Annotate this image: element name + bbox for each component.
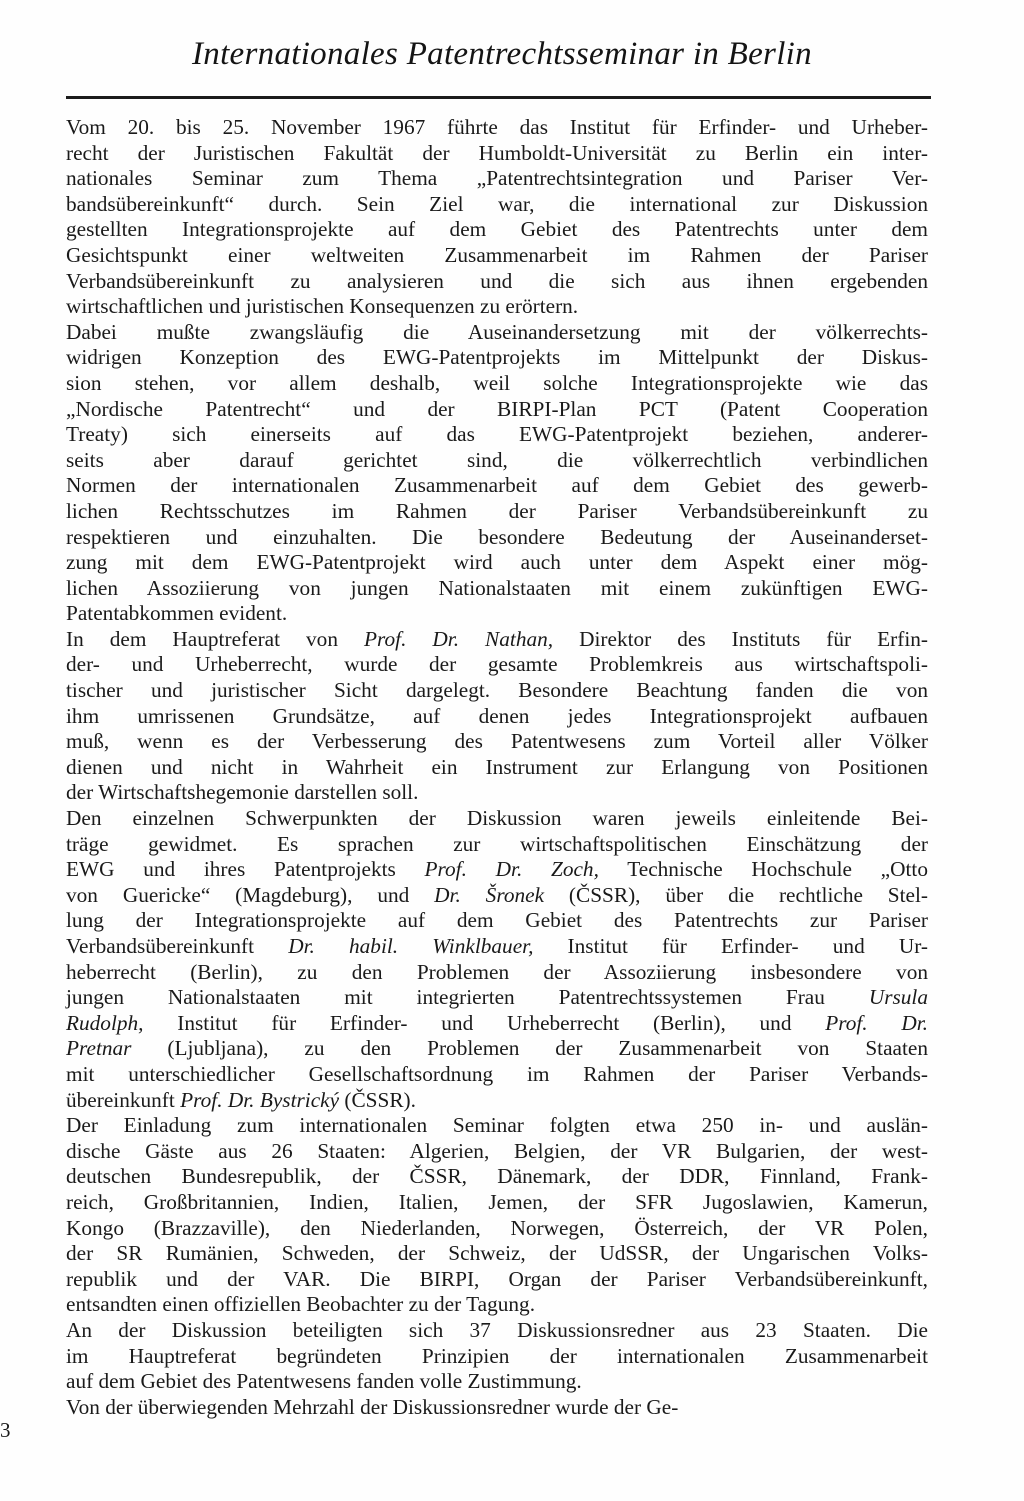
text-line: auf dem Gebiet des Patentwesens fanden volle Zustimmung. [66,1369,582,1394]
text-line: Verbandsübereinkunft zu analysieren und die sich aus ihnen ergebenden [66,268,928,293]
person-name: Dr. habil. Winklbauer, [288,934,534,958]
text-line: seits aber darauf gerichtet sind, die völkerrechtlich verbindlichen [66,447,928,472]
text-line: Gesichtspunkt einer weltweiten Zusammenarbeit im Rahmen der Pariser [66,242,928,267]
page-number: 3 [0,1418,11,1442]
text-line: der Wirtschaftshegemonie darstellen soll. [66,780,419,805]
text-line: republik und der VAR. Die BIRPI, Organ der Pariser Verbandsübereinkunft, [66,1266,928,1291]
title-rule [66,96,931,99]
text-line: bandsübereinkunft“ durch. Sein Ziel war, die international zur Diskussion [66,191,928,216]
text-line: lung der Integrationsprojekte auf dem Gebiet des Patentrechts zur Pariser [66,908,928,933]
person-name: Prof. Dr. Zoch, [424,857,599,882]
text-line: muß, wenn es der Verbesserung des Patentwesens zum Vorteil aller Völker [66,729,928,754]
text-line: Den einzelnen Schwerpunkten der Diskussion waren jeweils einleitende Bei- [66,806,928,831]
text-line: ihm umrissenen Grundsätze, auf denen jedes Integrationsprojekt aufbauen [66,703,928,728]
text-line: lichen Rechtsschutzes im Rahmen der Pariser Verbandsübereinkunft zu [66,498,928,523]
text-line: An der Diskussion beteiligten sich 37 Diskussionsredner aus 23 Staaten. Die [66,1317,928,1342]
paragraph [66,115,928,320]
person-name: Prof. Dr. Bystrický [180,1087,340,1112]
text-line: übereinkunft Prof. Dr. Bystrický (ČSSR). [66,1087,416,1112]
person-name: Ursula [868,985,928,1010]
person-name: Pretnar [66,1036,132,1061]
text-line: der SR Rumänien, Schweden, der Schweiz, der UdSSR, der Ungarischen Volks- [66,1241,928,1266]
text-line: Treaty) sich einerseits auf das EWG-Patentprojekt beziehen, anderer- [66,422,928,447]
text-line: der- und Urheberrecht, wurde der gesamte Problemkreis aus wirtschaftspoli- [66,652,928,677]
text-line: Dabei mußte zwangsläufig die Auseinandersetzung mit der völkerrechts- [66,319,928,344]
text-line: nationales Seminar zum Thema „Patentrechtsintegration und Pariser Ver- [66,166,928,191]
text-line: heberrecht (Berlin), zu den Problemen der Assoziierung insbesondere von [66,959,928,984]
text-line: tischer und juristischer Sicht dargelegt. Besondere Beachtung fanden die von [66,678,928,703]
text-line: im Hauptreferat begründeten Prinzipien der internationalen Zusammenarbeit [66,1343,928,1368]
text-line: deutschen Bundesrepublik, der ČSSR, Dänemark, der DDR, Finnland, Frank- [66,1164,928,1189]
person-name: Dr. Šronek [434,882,545,907]
text-line: zung mit dem EWG-Patentprojekt wird auch unter dem Aspekt einer mög- [66,550,928,575]
text-line: In dem Hauptreferat von Prof. Dr. Nathan, Direktor des Instituts für Erfin- [66,626,928,651]
paragraph [66,1113,928,1318]
text-line: von Guericke“ (Magdeburg), und Dr. Šronek (ČSSR), über die rechtliche Stel- [66,882,929,907]
text-line: dienen und nicht in Wahrheit ein Instrument zur Erlangung von Positionen [66,754,928,779]
text-line: „Nordische Patentrecht“ und der BIRPI-Plan PCT (Patent Cooperation [66,396,928,421]
text-line: respektieren und einzuhalten. Die besondere Bedeutung der Auseinanderset- [66,524,928,549]
text-line: lichen Assoziierung von jungen Nationalstaaten mit einem zukünftigen EWG- [66,575,928,600]
text-line: Verbandsübereinkunft Dr. habil. Winklbauer, Institut für Erfinder- und Ur- [66,934,929,958]
paragraph [66,320,928,627]
page-title: Internationales Patentrechtsseminar in Berlin [192,36,812,72]
text-line: reich, Großbritannien, Indien, Italien, Jemen, der SFR Jugoslawien, Kamerun, [66,1189,928,1214]
text-line: Der Einladung zum internationalen Seminar folgten etwa 250 in- und auslän- [66,1113,928,1138]
text-line: Kongo (Brazzaville), den Niederlanden, Norwegen, Österreich, der VR Polen, [66,1215,928,1240]
text-line: jungen Nationalstaaten mit integrierten Patentrechtssystemen Frau Ursula [66,985,928,1010]
text-line: Normen der internationalen Zusammenarbeit auf dem Gebiet des gewerb- [66,473,928,498]
paragraph [66,627,928,806]
text-line: entsandten einen offiziellen Beobachter zu der Tagung. [66,1292,536,1317]
text-line: Vom 20. bis 25. November 1967 führte das Institut für Erfinder- und Urheber- [66,115,928,139]
text-line: träge gewidmet. Es sprachen zur wirtschaftspolitischen Einschätzung der [66,831,928,856]
person-name: Prof. Dr. [825,1010,928,1035]
text-line: Rudolph, Institut für Erfinder- und Urheberrecht (Berlin), und Prof. Dr. [66,1010,928,1035]
text-line: wirtschaftlichen und juristischen Konsequenzen zu erörtern. [66,294,579,319]
text-line: Patentabkommen evident. [66,601,288,626]
person-name: Prof. Dr. Nathan, [364,626,554,651]
paragraph [66,1318,928,1395]
text-line: dische Gäste aus 26 Staaten: Algerien, Belgien, der VR Bulgarien, der west- [66,1138,928,1163]
text-line: EWG und ihres Patentprojekts Prof. Dr. Zoch, Technische Hochschule „Otto [66,857,928,882]
person-name: Rudolph, [66,1010,144,1035]
paragraph [66,1395,928,1421]
text-line: Von der überwiegenden Mehrzahl der Diskussionsredner wurde der Ge- [66,1394,679,1419]
text-line: gestellten Integrationsprojekte auf dem Gebiet des Patentrechts unter dem [66,217,928,242]
article-body [66,115,928,1420]
text-line: Pretnar (Ljubljana), zu den Problemen der Zusammenarbeit von Staaten [66,1036,928,1061]
text-line: widrigen Konzeption des EWG-Patentprojekts im Mittelpunkt der Diskus- [66,345,928,370]
text-line: recht der Juristischen Fakultät der Humboldt-Universität zu Berlin ein inter- [66,140,928,165]
paragraph [66,806,928,1113]
text-line: sion stehen, vor allem deshalb, weil solche Integrationsprojekte wie das [66,370,928,395]
text-line: mit unterschiedlicher Gesellschaftsordnung im Rahmen der Pariser Verbands- [66,1061,928,1086]
